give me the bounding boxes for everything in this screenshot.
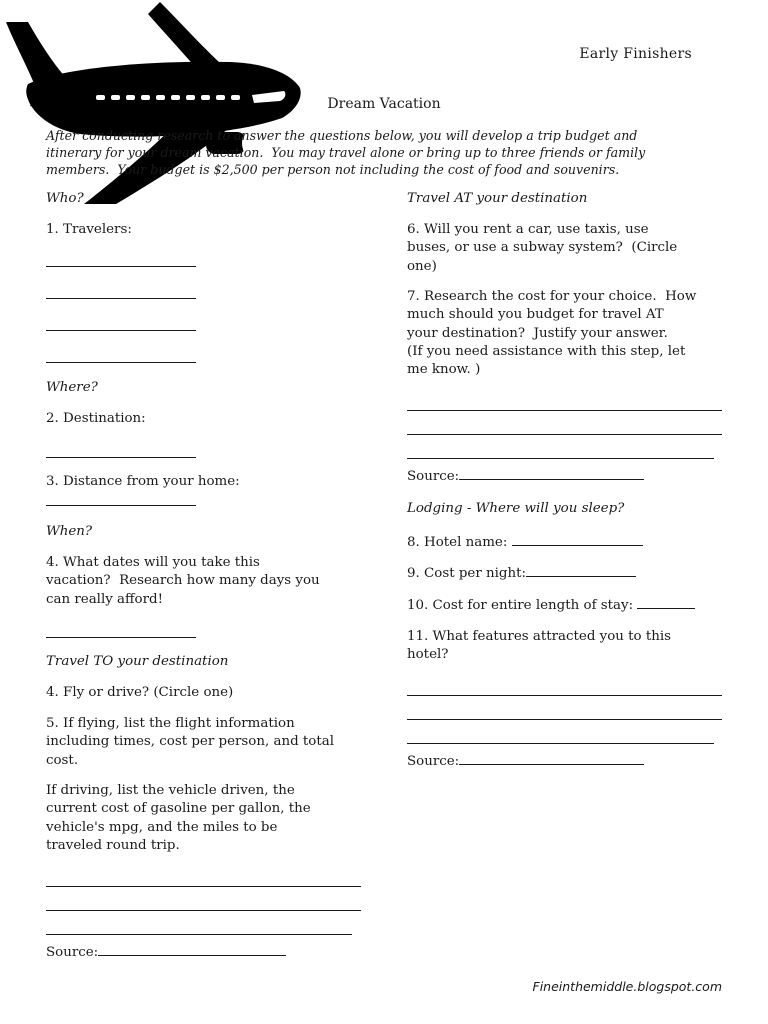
flight-info-line: cost. — [46, 752, 79, 768]
lodging-heading: Lodging - Where will you sleep? — [407, 501, 625, 516]
who-heading: Who? — [46, 191, 84, 206]
intro-line: After conducting research to answer the questions below, you will develop a trip budget and — [46, 128, 638, 143]
transport-cost-line: much should you budget for travel AT — [407, 307, 664, 323]
hotel-answer-blank[interactable] — [407, 743, 714, 744]
source-label: Source: — [407, 469, 460, 484]
transport-question-line: one) — [407, 258, 437, 274]
transport-cost-line: your destination? Justify your answer. — [407, 325, 668, 341]
intro-line: itinerary for your dream vacation. You may travel alone or bring up to three friends or family — [46, 145, 646, 161]
flight-info-question — [46, 715, 334, 770]
transport-answer-blank[interactable] — [407, 410, 722, 411]
intro-line: members. Your budget is $2,500 per person not including the cost of food and souvenirs. — [46, 162, 620, 178]
early-finishers-label: Early Finishers — [579, 46, 692, 62]
source-field-left — [46, 943, 286, 962]
transport-question-line: buses, or use a subway system? (Circle — [407, 240, 678, 256]
transport-question-line: 6. Will you rent a car, use taxis, use — [407, 222, 649, 237]
blog-credit: Fineinthemiddle.blogspot.com — [532, 979, 722, 994]
flight-info-line: including times, cost per person, and total — [46, 734, 335, 750]
traveler-answer-blank[interactable] — [46, 330, 196, 331]
driving-info-line: current cost of gasoline per gallon, the — [46, 801, 311, 817]
where-heading: Where? — [46, 380, 98, 395]
source-field-lodging — [407, 752, 644, 771]
travel-answer-blank[interactable] — [46, 886, 361, 887]
driving-info-line: traveled round trip. — [46, 837, 180, 853]
transport-question — [407, 221, 677, 276]
total-stay-cost-blank[interactable] — [637, 596, 695, 609]
dates-question — [46, 554, 320, 609]
cost-per-night-field — [407, 564, 636, 583]
hotel-answer-blank[interactable] — [407, 719, 722, 720]
driving-info-line: vehicle's mpg, and the miles to be — [46, 819, 278, 835]
travel-at-heading: Travel AT your destination — [407, 191, 588, 206]
travel-answer-blank[interactable] — [46, 934, 352, 935]
travelers-question: 1. Travelers: — [46, 222, 132, 237]
transport-cost-question — [407, 288, 696, 379]
source-blank[interactable] — [98, 943, 286, 956]
fly-or-drive-question: 4. Fly or drive? (Circle one) — [46, 685, 234, 700]
cost-per-night-label: 9. Cost per night: — [407, 566, 526, 581]
source-blank[interactable] — [459, 467, 644, 480]
hotel-features-line: hotel? — [407, 647, 449, 663]
dates-answer-blank[interactable] — [46, 637, 196, 638]
total-stay-cost-field — [407, 596, 695, 615]
transport-answer-blank[interactable] — [407, 434, 722, 435]
transport-answer-blank[interactable] — [407, 458, 714, 459]
hotel-answer-blank[interactable] — [407, 695, 722, 696]
when-heading: When? — [46, 524, 93, 539]
destination-answer-blank[interactable] — [46, 457, 196, 458]
transport-cost-line: me know. ) — [407, 362, 481, 378]
hotel-name-field — [407, 533, 643, 552]
hotel-features-line: 11. What features attracted you to this — [407, 629, 672, 644]
hotel-name-blank[interactable] — [512, 533, 643, 546]
page-title: Dream Vacation — [327, 96, 441, 112]
destination-question: 2. Destination: — [46, 411, 146, 426]
dates-question-line: 4. What dates will you take this — [46, 555, 260, 570]
hotel-name-label: 8. Hotel name: — [407, 535, 508, 550]
source-label: Source: — [407, 754, 460, 769]
intro-paragraph — [46, 127, 645, 179]
traveler-answer-blank[interactable] — [46, 362, 196, 363]
cost-per-night-blank[interactable] — [526, 564, 636, 577]
travel-to-heading: Travel TO your destination — [46, 654, 229, 669]
dates-question-line: can really afford! — [46, 591, 163, 607]
traveler-answer-blank[interactable] — [46, 266, 196, 267]
transport-cost-line: (If you need assistance with this step, let — [407, 343, 686, 359]
traveler-answer-blank[interactable] — [46, 298, 196, 299]
hotel-features-question — [407, 628, 671, 665]
distance-answer-blank[interactable] — [46, 505, 196, 506]
flight-info-line: 5. If flying, list the flight information — [46, 716, 295, 731]
driving-info-question — [46, 782, 311, 855]
distance-question: 3. Distance from your home: — [46, 474, 240, 489]
source-blank[interactable] — [459, 752, 644, 765]
travel-answer-blank[interactable] — [46, 910, 361, 911]
dates-question-line: vacation? Research how many days you — [46, 573, 320, 589]
source-field-transport — [407, 467, 644, 486]
driving-info-line: If driving, list the vehicle driven, the — [46, 783, 295, 798]
source-label: Source: — [46, 945, 99, 960]
transport-cost-line: 7. Research the cost for your choice. How — [407, 289, 697, 304]
total-stay-cost-label: 10. Cost for entire length of stay: — [407, 598, 634, 613]
